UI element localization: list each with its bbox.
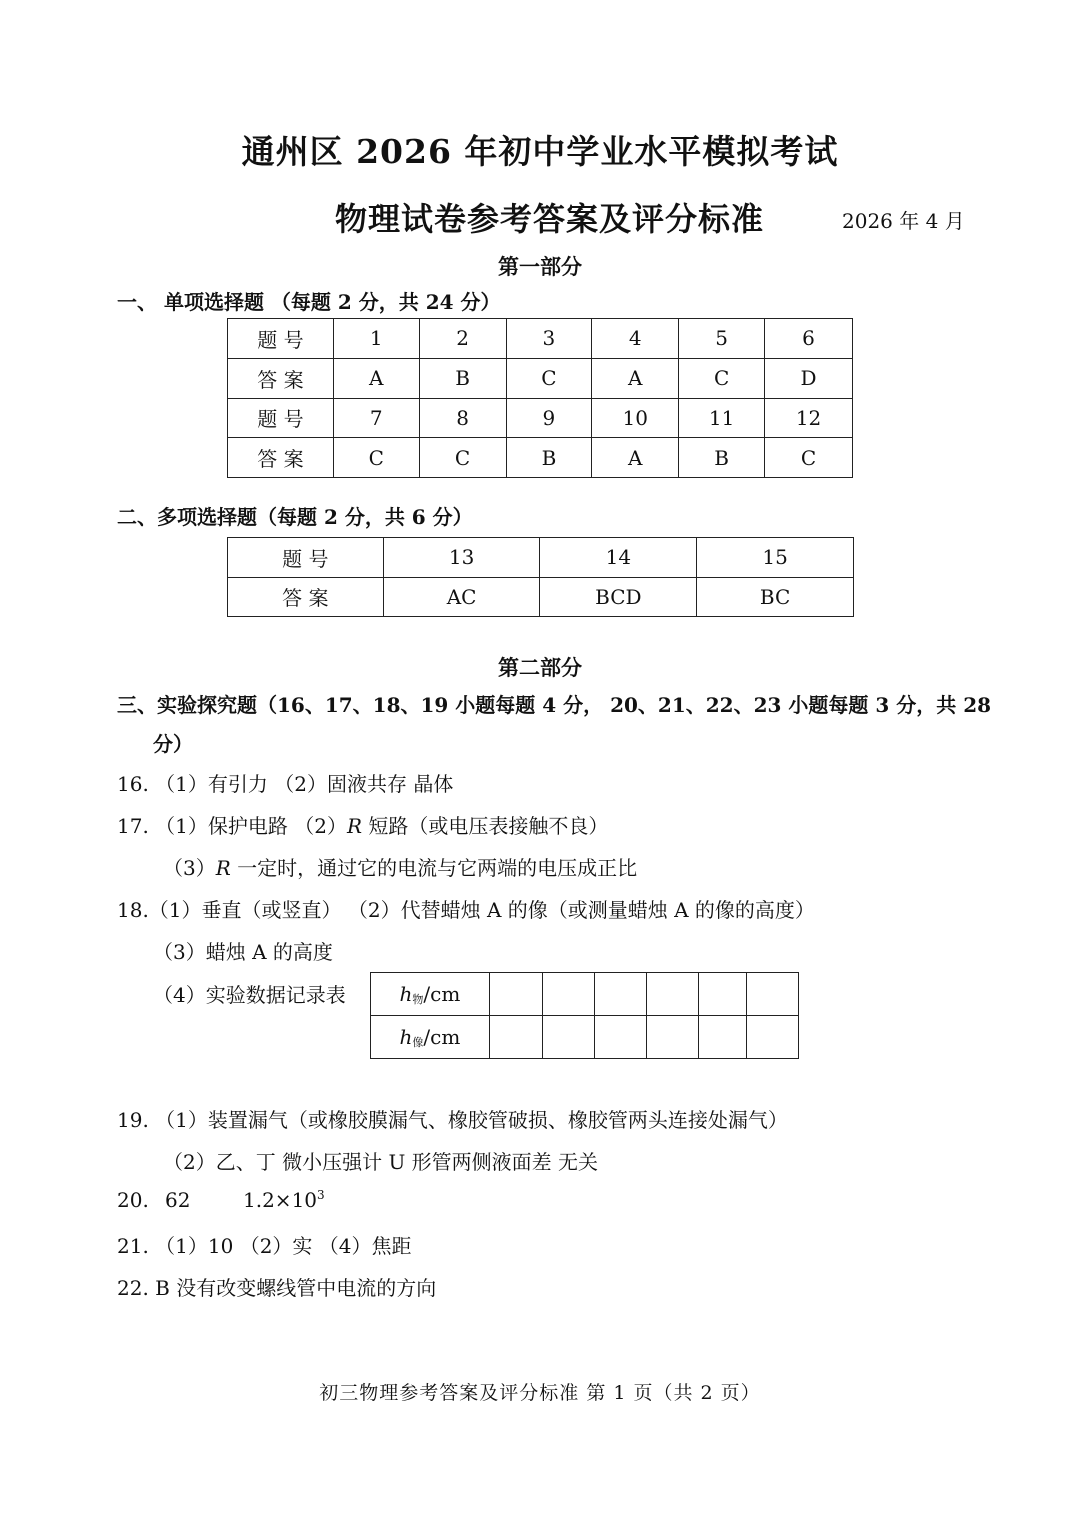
answer-20-exponent: 3: [317, 1188, 325, 1202]
table-row: [228, 398, 853, 438]
table-row: [371, 1016, 799, 1059]
empty-cell: [647, 1016, 699, 1059]
answer-22: 22. B 没有改变螺线管中电流的方向: [117, 1276, 437, 1300]
single-choice-answer-table: [227, 318, 853, 478]
document-title: 通州区 2026 年初中学业水平模拟考试: [241, 132, 839, 171]
variable-r: R: [215, 856, 231, 880]
empty-cell: [594, 1016, 647, 1059]
empty-cell: [594, 973, 647, 1016]
variable-h: h: [399, 981, 413, 1006]
subscript-object: 物: [412, 992, 424, 1006]
answer-cell: D: [765, 358, 853, 398]
answer-cell: C: [333, 438, 419, 478]
answer-18-line3: （4）实验数据记录表: [153, 983, 346, 1007]
answer-18-line1: 18.（1）垂直（或竖直） （2）代替蜡烛 A 的像（或测量蜡烛 A 的像的高度）: [117, 898, 815, 922]
answer-19-line2: （2）乙、丁 微小压强计 U 形管两侧液面差 无关: [163, 1150, 599, 1174]
row-header-cell: 答 案: [228, 358, 334, 398]
answer-cell: B: [506, 438, 592, 478]
answer-cell: 7: [333, 398, 419, 438]
answer-cell: AC: [383, 577, 540, 617]
answer-cell: 8: [419, 398, 506, 438]
part2-label: 第二部分: [498, 655, 582, 680]
answer-cell: 12: [765, 398, 853, 438]
row-header-cell: 题 号: [228, 319, 334, 359]
answer-17-line1: [117, 810, 608, 839]
answer-cell: 10: [592, 398, 679, 438]
part1-label: 第一部分: [498, 254, 582, 279]
empty-cell: [699, 973, 747, 1016]
unit-cm: /cm: [423, 1024, 461, 1049]
answer-cell: C: [679, 358, 765, 398]
data-record-table: [370, 972, 799, 1059]
answer-cell: C: [765, 438, 853, 478]
answer-cell: B: [679, 438, 765, 478]
table-row: [228, 358, 853, 398]
answer-17-text-d: 一定时，通过它的电流与它两端的电压成正比: [230, 856, 638, 880]
subscript-image: 像: [412, 1035, 424, 1049]
row-header-cell: 答 案: [228, 438, 334, 478]
answer-cell: 4: [592, 319, 679, 359]
variable-h: h: [399, 1024, 413, 1049]
answer-cell: 2: [419, 319, 506, 359]
answer-20-value-a: 62: [165, 1188, 191, 1212]
empty-cell: [647, 973, 699, 1016]
answer-cell: 15: [697, 538, 854, 578]
answer-cell: C: [419, 438, 506, 478]
answer-cell: 6: [765, 319, 853, 359]
empty-cell: [747, 1016, 799, 1059]
row-header-cell: 题 号: [228, 398, 334, 438]
variable-r: R: [346, 814, 363, 838]
row-header-cell: 答 案: [228, 577, 384, 617]
answer-20-mantissa: 1.2×10: [243, 1188, 318, 1212]
table-row: [228, 438, 853, 478]
empty-cell: [542, 973, 594, 1016]
empty-cell: [489, 973, 542, 1016]
answer-19-line1: 19. （1）装置漏气（或橡胶膜漏气、橡胶管破损、橡胶管两头连接处漏气）: [117, 1108, 788, 1132]
answer-21: 21. （1）10 （2）实 （4）焦距: [117, 1234, 412, 1258]
multi-choice-answer-table: [227, 537, 854, 617]
table-row: [228, 538, 854, 578]
answer-17-text-b: 短路（或电压表接触不良）: [362, 814, 609, 838]
answer-cell: C: [506, 358, 592, 398]
answer-cell: 5: [679, 319, 765, 359]
page-footer: 初三物理参考答案及评分标准 第 1 页（共 2 页）: [319, 1382, 761, 1404]
answer-20-value-b: [243, 1188, 325, 1212]
answer-16: 16. （1）有引力 （2）固液共存 晶体: [117, 772, 454, 796]
answer-cell: BCD: [540, 577, 697, 617]
row-header-cell: 题 号: [228, 538, 384, 578]
answer-18-line2: （3）蜡烛 A 的高度: [153, 940, 333, 964]
row-label-image-height: [371, 1016, 490, 1059]
answer-cell: A: [592, 358, 679, 398]
answer-cell: 13: [383, 538, 540, 578]
answer-cell: A: [592, 438, 679, 478]
answer-17-line2: [163, 852, 637, 881]
empty-cell: [699, 1016, 747, 1059]
section1-heading: 一、 单项选择题 （每题 2 分，共 24 分）: [117, 290, 501, 314]
table-row: [371, 973, 799, 1016]
section3-heading: 三、实验探究题（16、17、18、19 小题每题 4 分， 20、21、22、23 小题每题 3 分，共 28: [117, 693, 992, 717]
answer-cell: 1: [333, 319, 419, 359]
table-row: [228, 577, 854, 617]
row-label-object-height: [371, 973, 490, 1016]
empty-cell: [747, 973, 799, 1016]
answer-20-number: 20.: [117, 1188, 149, 1212]
answer-cell: 11: [679, 398, 765, 438]
empty-cell: [542, 1016, 594, 1059]
answer-cell: 3: [506, 319, 592, 359]
table-row: [228, 319, 853, 359]
section3-heading-cont: 分）: [153, 732, 193, 756]
answer-cell: A: [333, 358, 419, 398]
answer-17-text-a: 17. （1）保护电路 （2）: [117, 814, 347, 838]
empty-cell: [489, 1016, 542, 1059]
unit-cm: /cm: [423, 981, 461, 1006]
answer-cell: 9: [506, 398, 592, 438]
document-subtitle: 物理试卷参考答案及评分标准: [335, 200, 765, 238]
document-date: 2026 年 4 月: [842, 209, 965, 233]
answer-cell: 14: [540, 538, 697, 578]
answer-cell: BC: [697, 577, 854, 617]
answer-cell: B: [419, 358, 506, 398]
section2-heading: 二、多项选择题（每题 2 分，共 6 分）: [117, 505, 473, 529]
answer-17-text-c: （3）: [163, 856, 216, 880]
